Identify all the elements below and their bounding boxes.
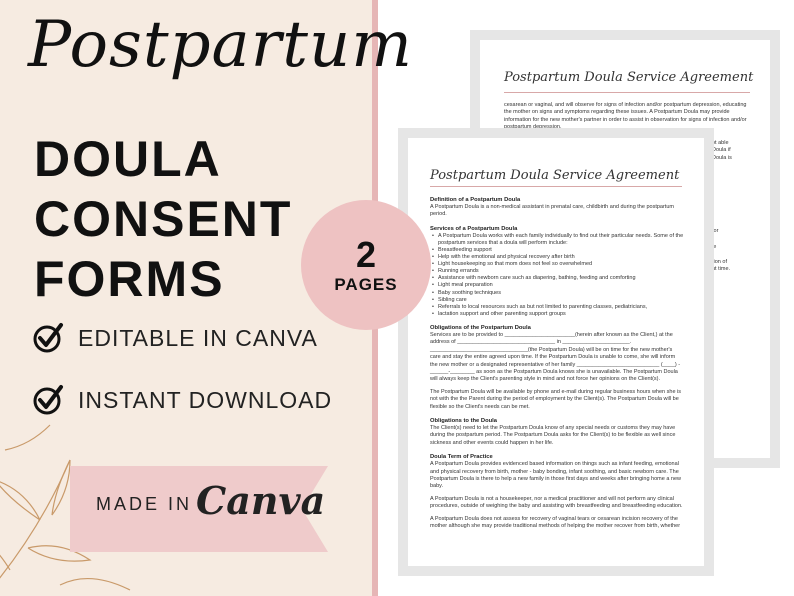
- pages-badge: [301, 200, 431, 330]
- back-doc-intro: cesarean or vaginal, and will observe for signs of infection and/or postpartum depression, educating the mother on signs and symptoms regarding these issues. A Postpartum Doula may provide information for the new mother's partner in order to assist in observation for signs of infection and/or postpartum depression.: [504, 102, 747, 131]
- section-text: A Postpartum Doula is a non-medical assistant in prenatal care, childbirth and during the postpartum period.: [430, 204, 674, 218]
- list-item: • Help with the emotional and physical recovery after birth: [430, 254, 684, 261]
- list-item: • Baby soothing techniques: [430, 290, 684, 297]
- section-heading: Services of a Postpartum Doula: [430, 225, 518, 232]
- list-item: • Referrals to local resources such as but not limited to parenting classes, pediatricians,: [430, 304, 684, 311]
- front-doc-rule: [430, 186, 682, 187]
- section-text: A Postpartum Doula is not a housekeeper, nor a medical practitioner and will not perform any clinical procedures, outside of weighing the baby and assisting with breastfeeding and breastfeeding education.: [430, 495, 683, 510]
- section-heading: Definition of a Postpartum Doula: [430, 197, 521, 203]
- front-doc-title: Postpartum Doula Service Agreement: [430, 168, 680, 183]
- list-item: • Light housekeeping so that mom does not feel so overwhelmed: [430, 261, 684, 268]
- list-item: • Assistance with newborn care such as diapering, bathing, feeding and comforting: [430, 275, 684, 282]
- list-item: • Running errands: [430, 268, 684, 275]
- section-heading: Doula Term of Practice: [430, 454, 493, 461]
- check-circle-icon: [32, 322, 64, 354]
- made-in-label: MADE IN: [96, 494, 193, 514]
- section-heading: Obligations of the Postpartum Doula: [430, 324, 531, 331]
- feature-editable: [32, 322, 318, 354]
- front-doc-body: [430, 190, 684, 530]
- list-item: • Breastfeeding support: [430, 247, 684, 254]
- section-heading: Obligations to the Doula: [430, 418, 497, 424]
- feature-download: [32, 384, 332, 416]
- list-item: • Light meal preparation: [430, 282, 684, 289]
- section-text: A Postpartum Doula does not assess for recovery of vaginal tears or cesarean incision recovery of the mother although she may provide traditional methods of helping the mother recover from birth, whether: [430, 515, 681, 530]
- feature-download-label: INSTANT DOWNLOAD: [78, 386, 333, 413]
- badge-label: PAGES: [334, 275, 398, 294]
- section-text: A Postpartum Doula provides evidenced based information on things such as infant feeding, emotional and physical recovery from birth, mother - baby bonding, infant soothing, and basic newborn care. The Postpartum Doula is there to help a new family in those first days and weeks after bringing home a new baby.: [430, 461, 681, 490]
- front-page-preview: [408, 138, 704, 566]
- badge-number: 2: [355, 234, 377, 275]
- list-item: • Sibling care: [430, 297, 684, 304]
- back-doc-rule: [504, 92, 750, 93]
- title-line-2: CONSENT: [34, 191, 293, 247]
- back-doc-fragments: ot able Doula if Doula is for le tion of ut time.: [712, 140, 732, 273]
- check-circle-icon: [32, 384, 64, 416]
- list-item: • lactation support and other parenting support groups: [430, 311, 684, 318]
- section-text: Services are to be provided to _______________________(herein after known as the Client,) at the address of ________________________________ in ______________________. ________________________________(the Postpartum Doula) will be on time for the new mother's care and stay the entire agreed upon time. If the Postpartum Doula is unable to come, she will inform the new mother or a designated representative of her family ___________________________ (____) - ______-________ as soon as the Postpartum Doula knows she is unavailable. The Postpartum Doula will always keep the Client's parenting style in mind and not force her opinions on the Client(s).: [430, 331, 681, 383]
- feature-editable-label: EDITABLE IN CANVA: [78, 324, 318, 351]
- brand-logo: Canva: [196, 478, 326, 523]
- section-text: The Postpartum Doula will be available by phone and e-mail during regular business hours when she is not with the the Parent during the period of employment by the Client(s). The Postpartum Doula will be flexible so the Client's needs can be met.: [430, 388, 682, 410]
- back-doc-title: Postpartum Doula Service Agreement: [504, 70, 754, 85]
- list-item: • A Postpartum Doula works with each family individually to find out their particular needs. Some of the postpartum services that a doula will perform include:: [430, 233, 684, 247]
- title-line-3: FORMS: [34, 251, 225, 307]
- title-line-1: DOULA: [34, 131, 222, 187]
- section-text: The Client(s) need to let the Postpartum Doula know of any special needs or customs they may have during the postpartum period. The Postpartum Doula asks for the Client(s) to be flexible as well since sickness and other events could happen in her life.: [430, 425, 676, 446]
- script-title: Postpartum: [28, 8, 413, 82]
